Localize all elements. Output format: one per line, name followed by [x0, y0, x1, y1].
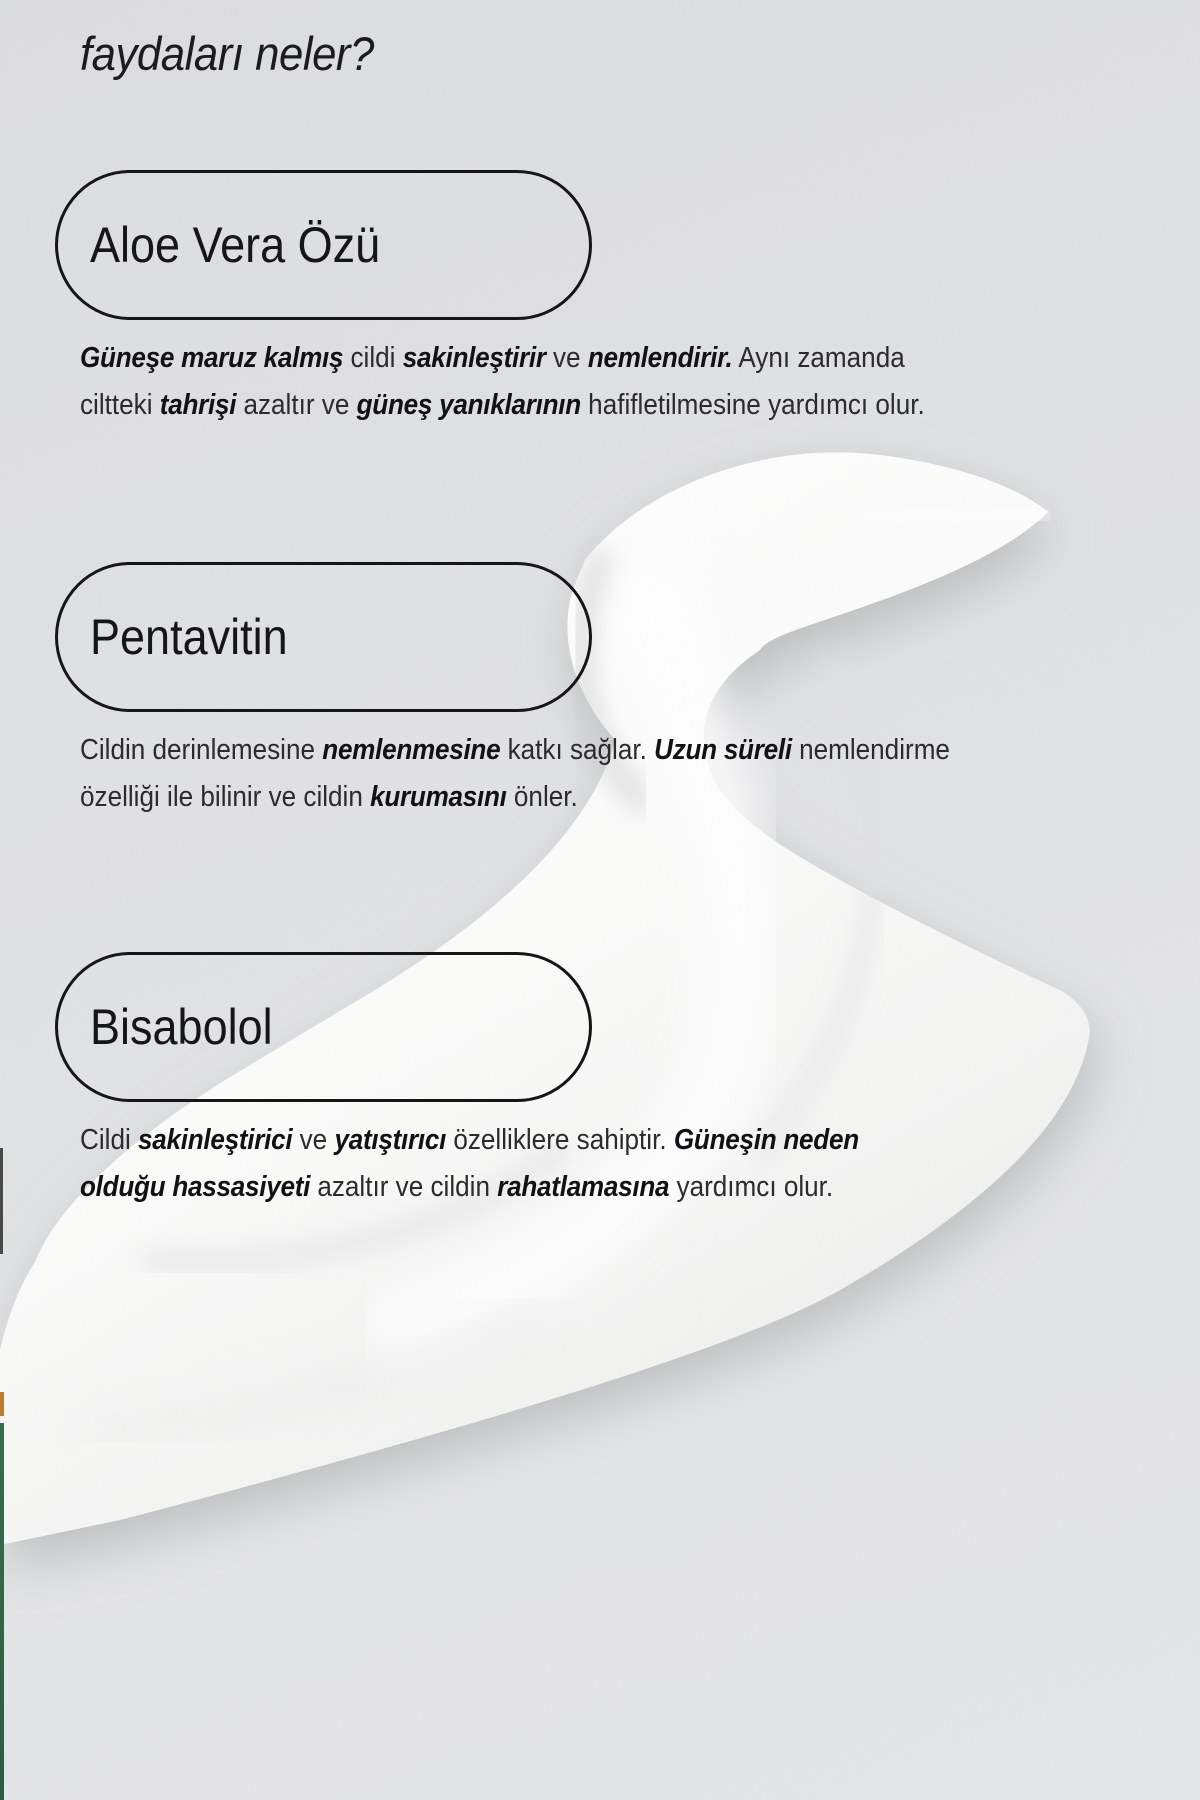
- benefit-section: [55, 170, 1165, 429]
- description-line: Cildi sakinleştirici ve yatıştırıcı özelliklere sahiptir. Güneşin neden: [80, 1124, 859, 1156]
- left-edge-green-sliver: [0, 1423, 4, 1800]
- left-edge-dark-sliver: [0, 1148, 3, 1254]
- ingredient-name: Aloe Vera Özü: [90, 217, 381, 273]
- page-title: faydaları neler?: [80, 27, 374, 80]
- ingredient-pill: [55, 952, 592, 1102]
- description-line: Güneşe maruz kalmış cildi sakinleştirir ve nemlendirir. Aynı zamanda: [80, 342, 905, 374]
- benefit-section: [55, 562, 1165, 821]
- ingredient-description: [80, 335, 1165, 429]
- ingredient-name: Bisabolol: [90, 999, 273, 1055]
- benefit-section: [55, 952, 1165, 1211]
- description-line: olduğu hassasiyeti azaltır ve cildin rahatlamasına yardımcı olur.: [80, 1171, 834, 1203]
- ingredient-pill: [55, 170, 592, 320]
- ingredient-description: [80, 1117, 1165, 1211]
- description-line: özelliği ile bilinir ve cildin kurumasını önler.: [80, 781, 578, 813]
- ingredient-name: Pentavitin: [90, 609, 288, 665]
- ingredient-pill: [55, 562, 592, 712]
- description-line: ciltteki tahrişi azaltır ve güneş yanıklarının hafifletilmesine yardımcı olur.: [80, 389, 925, 421]
- ingredient-description: [80, 727, 1165, 821]
- left-edge-orange-sliver: [0, 1392, 4, 1416]
- description-line: Cildin derinlemesine nemlenmesine katkı sağlar. Uzun süreli nemlendirme: [80, 734, 950, 766]
